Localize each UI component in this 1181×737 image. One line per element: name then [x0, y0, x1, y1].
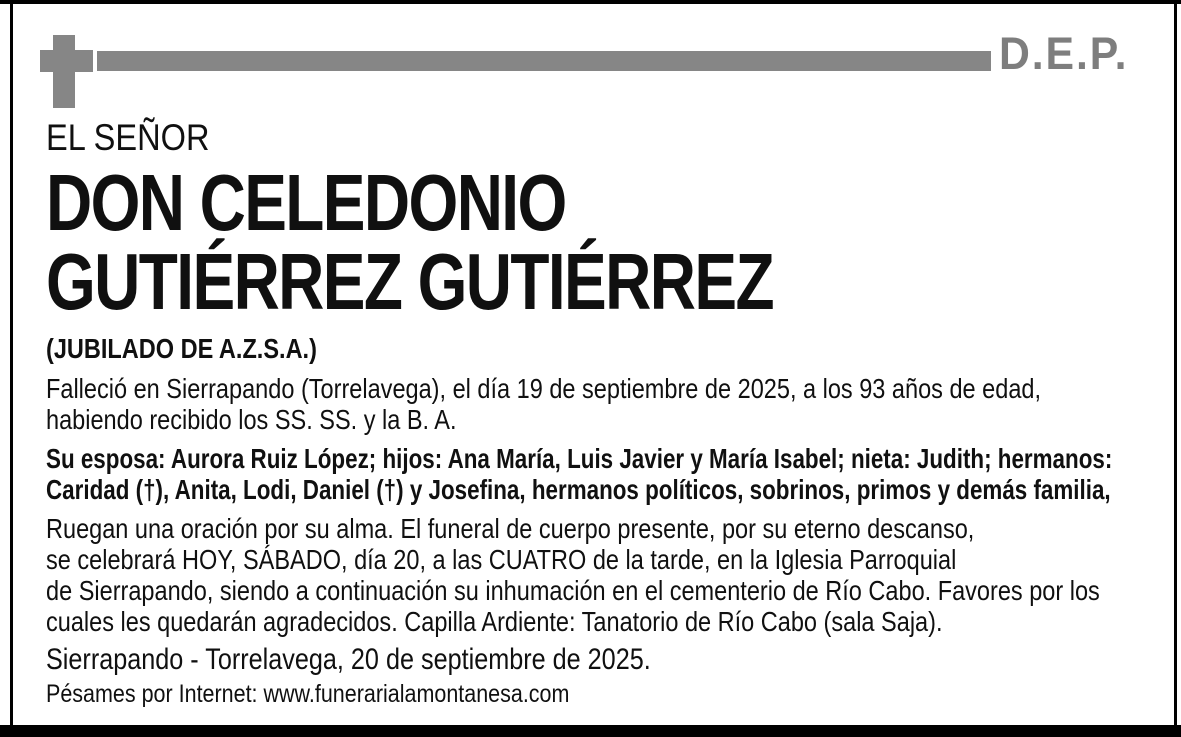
- condolences-url: Pésames por Internet: www.funerarialamontanesa.com: [46, 680, 570, 708]
- cross-icon-arm: [40, 50, 93, 72]
- deceased-name: [46, 158, 773, 326]
- frame-left-border: [10, 3, 13, 726]
- frame-bottom-border: [0, 725, 1181, 737]
- dep-label: D.E.P.: [999, 28, 1129, 79]
- frame-right-border: [1174, 3, 1177, 726]
- family-paragraph: [46, 443, 1112, 505]
- frame-top-border: [0, 0, 1181, 4]
- deceased-name-line1: DON CELEDONIO: [46, 158, 566, 247]
- family-line: Caridad (†), Anita, Lodi, Daniel (†) y Josefina, hermanos políticos, sobrinos, primos y demás familia,: [46, 474, 1111, 505]
- funeral-paragraph: [46, 513, 1100, 637]
- deceased-title-note: (JUBILADO DE A.Z.S.A.): [46, 333, 317, 364]
- funeral-line: se celebrará HOY, SÁBADO, día 20, a las CUATRO de la tarde, en la Iglesia Parroquial: [46, 544, 957, 575]
- funeral-line: Ruegan una oración por su alma. El funeral de cuerpo presente, por su eterno descanso,: [46, 513, 975, 544]
- funeral-line: de Sierrapando, siendo a continuación su inhumación en el cementerio de Río Cabo. Favores por los: [46, 575, 1100, 606]
- deceased-name-line2: GUTIÉRREZ GUTIÉRREZ: [46, 237, 773, 326]
- death-notice-paragraph: [46, 373, 1041, 435]
- family-line: Su esposa: Aurora Ruiz López; hijos: Ana María, Luis Javier y María Isabel; nieta: Judith; hermanos:: [46, 443, 1113, 474]
- death-notice-line: Falleció en Sierrapando (Torrelavega), el día 19 de septiembre de 2025, a los 93 años de edad,: [46, 373, 1042, 404]
- funeral-line: cuales les quedarán agradecidos. Capilla Ardiente: Tanatorio de Río Cabo (sala Saja).: [46, 606, 943, 637]
- separator-bar: [97, 51, 991, 71]
- dateline: Sierrapando - Torrelavega, 20 de septiembre de 2025.: [46, 643, 651, 676]
- salutation: EL SEÑOR: [46, 117, 210, 158]
- death-notice-line: habiendo recibido los SS. SS. y la B. A.: [46, 404, 457, 435]
